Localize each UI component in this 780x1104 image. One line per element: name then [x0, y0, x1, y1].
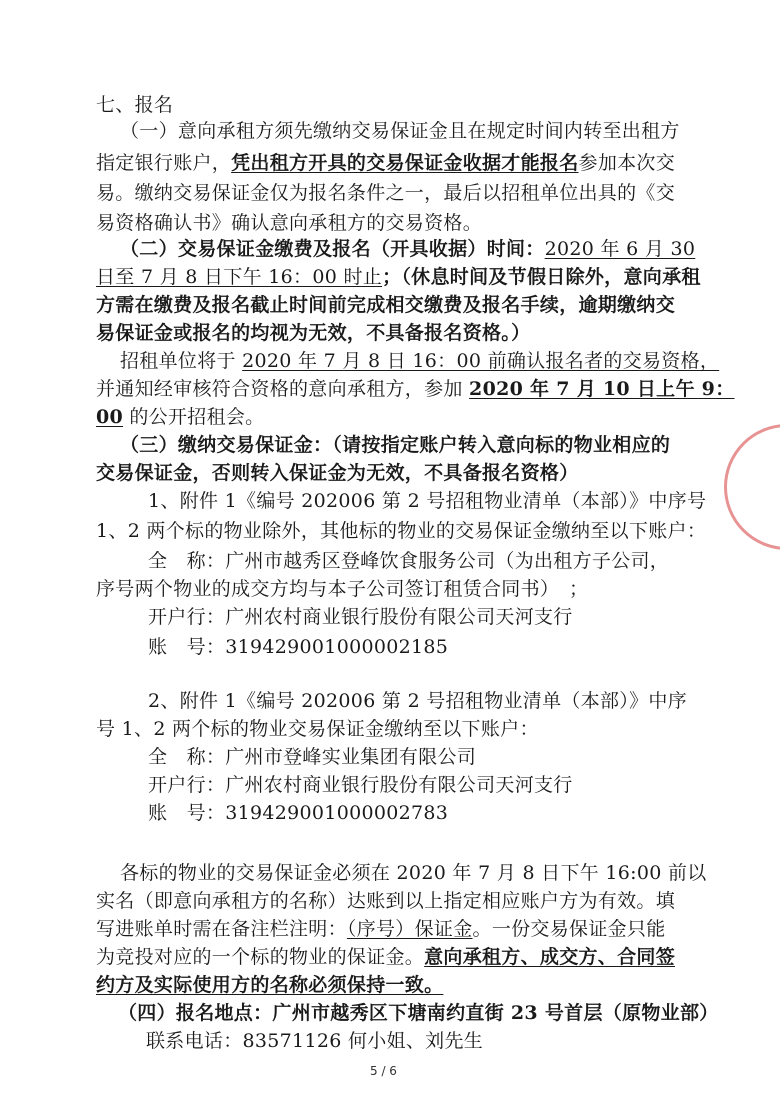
- section-heading: 七、报名: [96, 94, 174, 116]
- item1-line-2: 1、2 两个标的物业除外，其他标的物业的交易保证金缴纳至以下账户：: [96, 520, 707, 542]
- p1-line-2: [96, 150, 675, 176]
- item2-account-number: 账 号：319429001000002783: [148, 802, 449, 824]
- p3-line-3b: 的公开招租会。: [123, 406, 265, 428]
- p5-remark-note: （序号）保证金: [346, 918, 473, 940]
- p5-line-3: [96, 916, 666, 942]
- p1-line-1: （一）意向承租方须先缴纳交易保证金且在规定时间内转至出租方: [120, 120, 680, 142]
- p2-line-3: 方需在缴费及报名截止时间前完成相交缴费及报名手续，逾期缴纳交: [96, 294, 676, 316]
- item1-line-1: 1、附件 1《编号 202006 第 2 号招租物业清单（本部）》中序号: [148, 490, 707, 512]
- item2-line-2: 号 1、2 两个标的物业交易保证金缴纳至以下账户：: [96, 718, 539, 740]
- item1-account-name: 全 称：广州市越秀区登峰饮食服务公司（为出租方子公司，: [148, 550, 670, 572]
- p1-line-3: 易。缴纳交易保证金仅为报名条件之一，最后以招租单位出具的《交: [96, 182, 676, 204]
- p3-line-1: [120, 348, 719, 374]
- p6-registration-address: （四）报名地点：广州市越秀区下塘南约直街 23 号首层（原物业部）: [118, 1002, 719, 1024]
- p2-line-2: [96, 264, 701, 290]
- p3-line-2a: 并通知经审核符合资格的意向承租方，参加: [96, 378, 470, 400]
- p1-line-4: 易资格确认书》确认意向承租方的交易资格。: [96, 212, 483, 234]
- item2-account-name: 全 称：广州市登峰实业集团有限公司: [148, 746, 477, 768]
- p5-name-consistency: 意向承租方、成交方、合同签: [424, 946, 676, 968]
- item1-account-name-cont: 序号两个物业的成交方均与本子公司签订租赁合同书） ；: [96, 578, 589, 600]
- p3-line-3: [96, 404, 265, 430]
- p3-confirm-date: 2020 年 7 月 8 日 16：00 前确认报名者的交易资格，: [242, 350, 720, 372]
- p5-line-5: 约方及实际使用方的名称必须保持一致。: [96, 974, 444, 996]
- p1-receipt-requirement: 凭出租方开具的交易保证金收据才能报名: [231, 152, 579, 174]
- item1-account-number: 账 号：319429001000002185: [148, 636, 449, 658]
- p5-line-3c: 。一份交易保证金只能: [472, 918, 666, 940]
- p5-line-4a: 为竞投对应的一个标的物业的保证金。: [96, 946, 425, 968]
- p1-line-2c: 参加本次交: [578, 152, 676, 174]
- p2-line-2b: ；（休息时间及节假日除外，意向承租: [382, 266, 701, 288]
- p3-line-2: [96, 376, 735, 402]
- p2-start-date: 2020 年 6 月 30: [544, 238, 696, 260]
- item2-line-1: 2、附件 1《编号 202006 第 2 号招租物业清单（本部）》中序: [148, 690, 687, 712]
- item1-bank: 开户行：广州农村商业银行股份有限公司天河支行: [148, 606, 573, 628]
- red-seal-stamp: [724, 424, 780, 550]
- p6-contact-phone: 联系电话：83571126 何小姐、刘先生: [146, 1030, 484, 1052]
- p2-line-1a: （二）交易保证金缴费及报名（开具收据）时间：: [120, 238, 545, 260]
- p3-line-1a: 招租单位将于: [120, 350, 243, 372]
- p4-line-2: 交易保证金，否则转入保证金为无效，不具备报名资格）: [96, 462, 579, 484]
- p2-end-date: 日至 7 月 8 日下午 16：00 时止: [96, 266, 383, 288]
- p2-line-1: [120, 236, 695, 262]
- p4-line-1: （三）缴纳交易保证金：（请按指定账户转入意向标的物业相应的: [120, 434, 671, 456]
- p3-meeting-date: 2020 年 7 月 10 日上午 9：: [469, 378, 735, 400]
- p3-meeting-time: 00: [96, 406, 124, 428]
- p1-line-2a: 指定银行账户，: [96, 152, 232, 174]
- p5-line-3a: 写进账单时需在备注栏注明：: [96, 918, 347, 940]
- p5-line-2: 实名（即意向承租方的名称）达账到以上指定相应账户方为有效。填: [96, 890, 676, 912]
- p5-line-1: 各标的物业的交易保证金必须在 2020 年 7 月 8 日下午 16:00 前以: [120, 862, 707, 884]
- page-number: 5 / 6: [370, 1064, 397, 1078]
- p5-line-4: [96, 944, 675, 970]
- item2-bank: 开户行：广州农村商业银行股份有限公司天河支行: [148, 774, 573, 796]
- p2-line-4: 易保证金或报名的均视为无效，不具备报名资格。）: [96, 322, 531, 344]
